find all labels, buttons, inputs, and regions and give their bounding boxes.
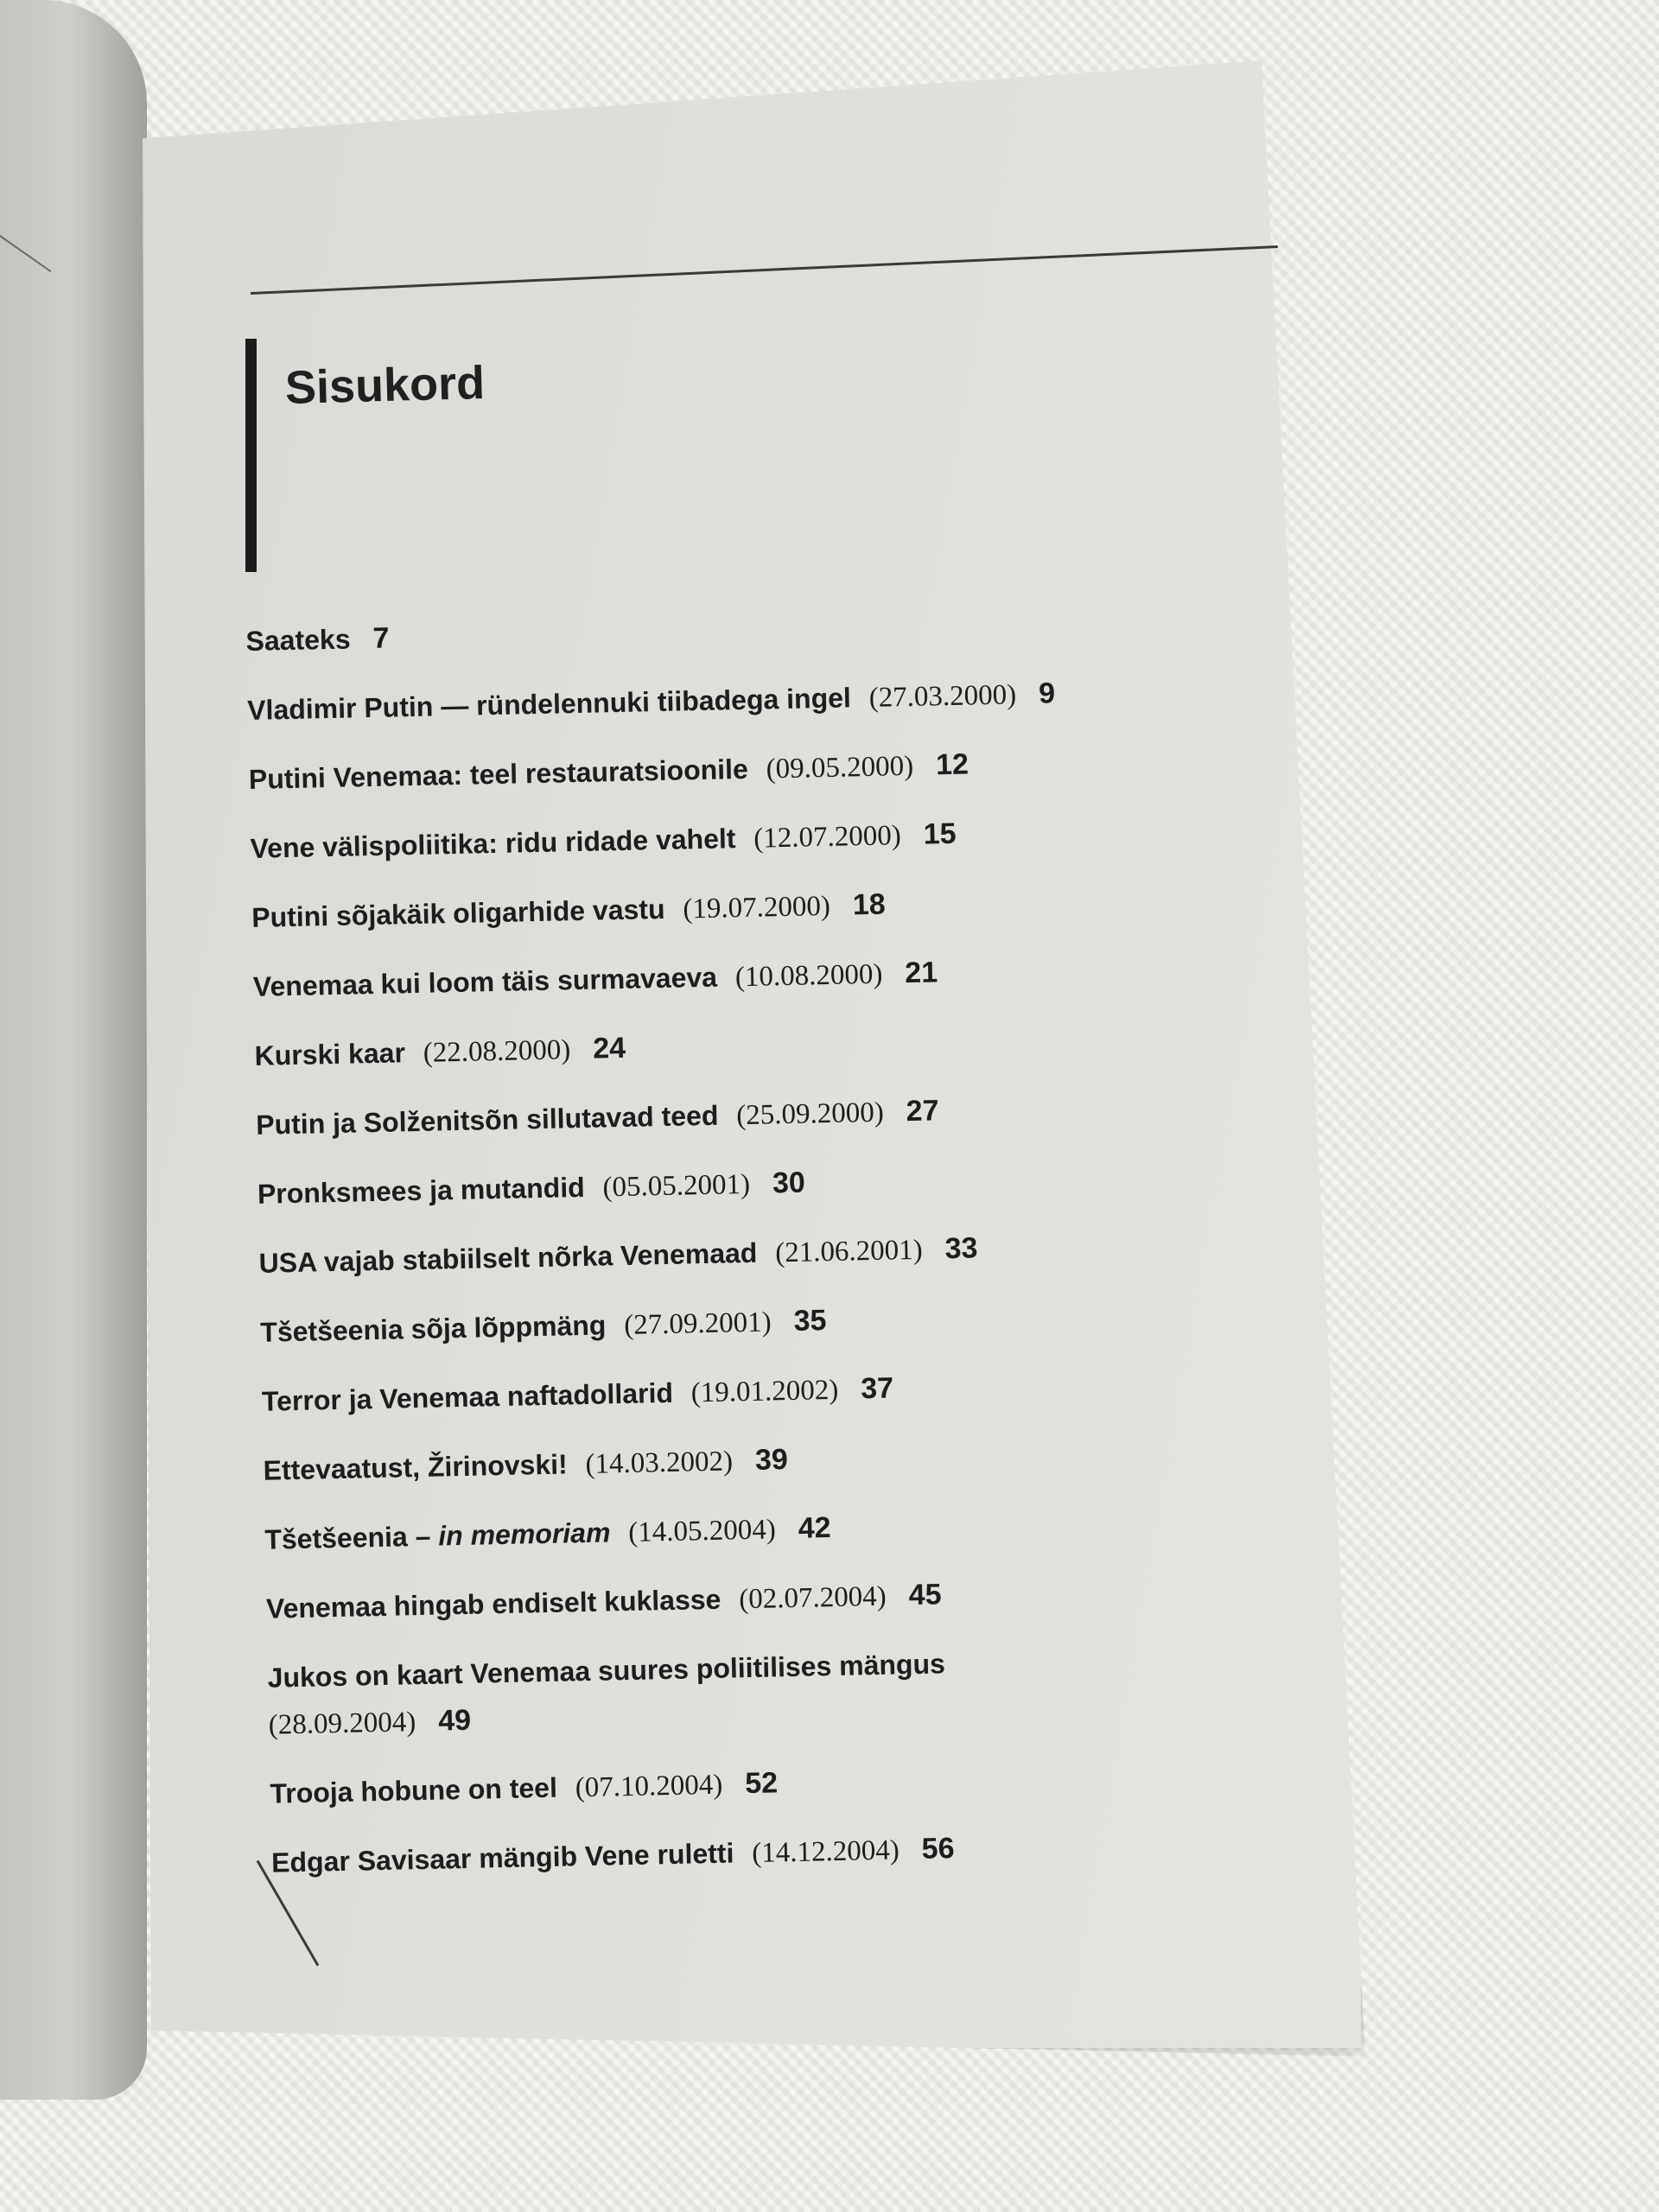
toc-entry-title: Ettevaatust, Žirinovski! <box>263 1448 569 1486</box>
toc-entry-page: 27 <box>906 1094 939 1128</box>
toc-entry-page: 37 <box>860 1371 894 1406</box>
toc-entry-title: Vene välispoliitika: ridu ridade vahelt <box>250 823 736 864</box>
toc-entry-title: Venemaa hingab endiselt kuklasse <box>265 1583 721 1624</box>
toc-entry-date: (14.05.2004) <box>627 1514 777 1548</box>
toc-entry-page: 56 <box>921 1832 955 1866</box>
toc-entry-page: 21 <box>904 956 938 990</box>
toc-entry-date: (28.09.2004) <box>268 1707 416 1741</box>
toc-entry-title-prefix: Tšetšeenia – <box>264 1520 439 1555</box>
toc-entry-title: Putini sõjakäik oligarhide vastu <box>251 893 665 933</box>
toc-entry-page: 39 <box>754 1443 789 1477</box>
toc-entry-page: 7 <box>372 621 390 655</box>
toc-entry-page: 45 <box>908 1578 942 1612</box>
toc-entry-date: (02.07.2004) <box>738 1580 887 1616</box>
toc-entry-title: Saateks <box>245 623 351 657</box>
toc-entry-date: (10.08.2000) <box>734 958 883 994</box>
toc-entry <box>267 1637 1116 1770</box>
toc-entry-title: Edgar Savisaar mängib Vene ruletti <box>270 1837 734 1878</box>
toc-entry-page: 12 <box>935 747 969 782</box>
toc-entry-title: Kurski kaar <box>254 1037 406 1071</box>
toc-entry-title: Terror ja Venemaa naftadollarid <box>261 1376 674 1417</box>
toc-entry-page: 18 <box>852 887 887 922</box>
toc-entry-date: (19.07.2000) <box>683 890 831 925</box>
toc-entry-title: Vladimir Putin — ründelennuki tiibadega ingel <box>246 682 852 726</box>
toc-entry-page: 33 <box>944 1231 978 1266</box>
toc-entry-title <box>264 1516 611 1554</box>
toc-entry-date: (19.01.2002) <box>690 1374 839 1409</box>
toc-entry-title: Trooja hobune on teel <box>270 1771 558 1809</box>
title-accent-bar <box>245 339 257 572</box>
toc-entry-date: (07.10.2004) <box>575 1769 723 1804</box>
toc-entry-page: 9 <box>1038 677 1056 710</box>
toc-entry-page: 35 <box>793 1304 827 1338</box>
table-of-contents <box>245 597 1266 1909</box>
left-page-edge <box>0 0 147 2100</box>
toc-entry-title: Putin ja Solženitsõn sillutavad teed <box>255 1099 719 1141</box>
toc-entry-date: (27.09.2001) <box>623 1306 772 1341</box>
left-page-decorative-line <box>0 199 51 272</box>
toc-entry-date: (27.03.2000) <box>868 679 1017 714</box>
toc-entry-date: (22.08.2000) <box>423 1034 571 1069</box>
toc-entry-date: (09.05.2000) <box>766 750 914 785</box>
toc-entry-title: Pronksmees ja mutandid <box>257 1171 586 1210</box>
toc-entry-title: Putini Venemaa: teel restauratsioonile <box>248 753 749 795</box>
toc-entry-title: Venemaa kui loom täis surmavaeva <box>252 961 718 1002</box>
toc-entry-title: Tšetšeenia sõja lõppmäng <box>259 1309 607 1348</box>
toc-entry-date: (14.12.2004) <box>751 1834 900 1870</box>
toc-entry-date: (12.07.2000) <box>753 820 902 855</box>
toc-entry-date: (25.09.2000) <box>735 1096 885 1132</box>
toc-entry-title: USA vajab stabiilselt nõrka Venemaad <box>258 1236 758 1279</box>
toc-entry-page: 49 <box>437 1703 472 1738</box>
page-title: Sisukord <box>284 356 486 415</box>
toc-entry-page: 42 <box>798 1511 831 1545</box>
toc-entry-date: (14.03.2002) <box>585 1446 734 1480</box>
toc-entry-date: (05.05.2001) <box>602 1168 751 1204</box>
toc-entry-page: 24 <box>592 1031 626 1065</box>
toc-entry-title: Jukos on kaart Venemaa suures poliitilises mängus <box>267 1648 946 1694</box>
toc-entry-page: 52 <box>744 1766 779 1801</box>
toc-entry-page: 30 <box>772 1166 806 1200</box>
toc-entry-title-italic: in memoriam <box>437 1516 611 1552</box>
toc-entry-page: 15 <box>923 817 957 851</box>
toc-entry-date: (21.06.2001) <box>774 1234 924 1269</box>
